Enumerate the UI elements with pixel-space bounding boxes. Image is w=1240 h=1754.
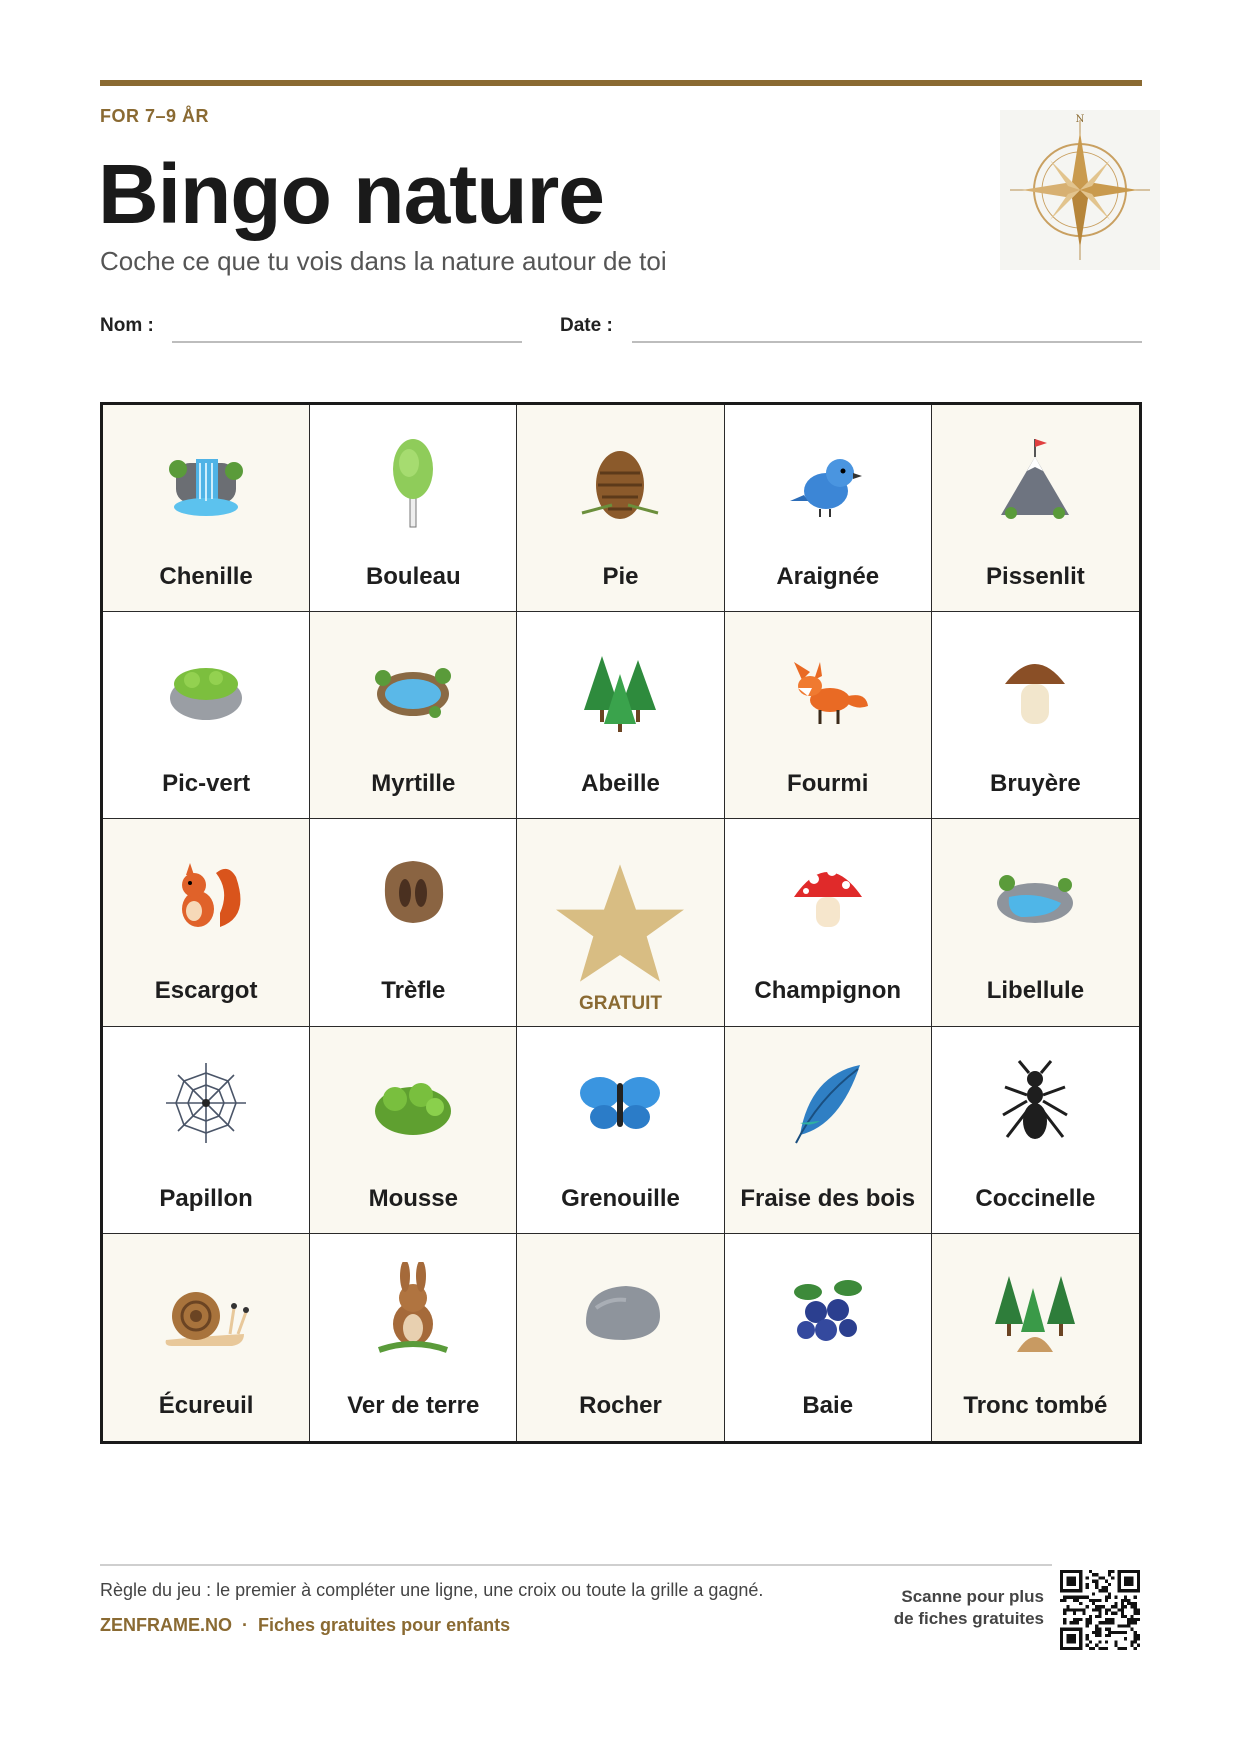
game-rule-text: Règle du jeu : le premier à compléter une ligne, une croix ou toute la grille a gagné.	[100, 1580, 764, 1600]
bingo-cell-label: Pissenlit	[986, 563, 1085, 590]
footer-divider	[100, 1564, 1052, 1566]
forest-path-icon	[987, 1262, 1083, 1358]
porcini-mushroom-icon	[987, 640, 1083, 736]
bingo-cell[interactable]	[517, 819, 724, 1026]
scan-caption	[850, 1586, 1044, 1630]
snail-icon	[158, 1262, 254, 1358]
bingo-cell[interactable]	[932, 1027, 1139, 1234]
rock-icon	[572, 1262, 668, 1358]
qr-code-icon[interactable]	[1060, 1570, 1140, 1650]
bingo-cell-label: Mousse	[368, 1184, 458, 1212]
bingo-cell-label: Abeille	[581, 770, 660, 798]
bingo-cell-label: Myrtille	[371, 770, 456, 798]
bingo-cell-label: Rocher	[579, 1391, 662, 1419]
bingo-cell-label: Champignon	[754, 977, 902, 1005]
bingo-grid	[100, 402, 1142, 1444]
name-label: Nom :	[100, 315, 154, 336]
waterfall-icon	[158, 433, 254, 529]
bingo-cell-label: GRATUIT	[578, 993, 662, 1015]
bingo-cell[interactable]	[310, 612, 517, 819]
blueberries-icon	[780, 1262, 876, 1358]
spider-web-icon	[158, 1055, 254, 1151]
feather-icon	[780, 1055, 876, 1151]
fox-icon	[780, 640, 876, 736]
bingo-cell-label: Araignée	[776, 563, 880, 590]
bingo-cell[interactable]	[103, 1234, 310, 1441]
bingo-cell-label: Tronc tombé	[963, 1391, 1108, 1419]
bingo-cell[interactable]	[725, 612, 932, 819]
footer-brand-line	[100, 1615, 510, 1636]
bingo-cell-label: Bruyère	[990, 770, 1081, 798]
bingo-cell-label: Baie	[802, 1391, 854, 1419]
scan-line-2: de fiches gratuites	[893, 1609, 1044, 1628]
bingo-cell[interactable]	[932, 405, 1139, 612]
bingo-cell[interactable]	[310, 1234, 517, 1441]
age-label: FOR 7–9 ÅR	[100, 106, 210, 126]
bluebird-icon	[780, 433, 876, 529]
scan-line-1: Scanne pour plus	[901, 1587, 1044, 1606]
brand-tagline: Fiches gratuites pour enfants	[258, 1615, 511, 1635]
bingo-cell[interactable]	[932, 819, 1139, 1026]
bingo-cell-label: Fraise des bois	[740, 1184, 916, 1212]
bingo-cell[interactable]	[310, 1027, 517, 1234]
star-icon	[556, 859, 684, 987]
mountain-flag-icon	[987, 433, 1083, 529]
bingo-cell[interactable]	[725, 1234, 932, 1441]
birch-tree-icon	[365, 433, 461, 529]
date-label: Date :	[560, 315, 613, 336]
footprint-icon	[365, 847, 461, 943]
bingo-cell-label: Chenille	[159, 563, 253, 590]
mossy-rock-icon	[158, 640, 254, 736]
bingo-cell-label: Pie	[602, 563, 639, 590]
pond-icon	[365, 640, 461, 736]
bingo-cell[interactable]	[517, 1027, 724, 1234]
squirrel-icon	[158, 847, 254, 943]
bingo-cell-label: Bouleau	[365, 563, 461, 590]
page-subtitle: Coche ce que tu vois dans la nature autour de toi	[100, 246, 667, 276]
bingo-cell[interactable]	[103, 819, 310, 1026]
bingo-cell[interactable]	[310, 819, 517, 1026]
bingo-cell-label: Papillon	[159, 1184, 253, 1212]
bingo-cell-label: Coccinelle	[975, 1184, 1096, 1212]
bingo-cell-label: Grenouille	[561, 1184, 680, 1212]
brand-name: ZENFRAME.NO	[100, 1615, 232, 1635]
bingo-cell[interactable]	[517, 405, 724, 612]
moss-bush-icon	[365, 1055, 461, 1151]
bingo-cell-label: Fourmi	[787, 770, 869, 798]
bingo-cell-label: Écureuil	[158, 1391, 254, 1419]
bingo-cell[interactable]	[932, 612, 1139, 819]
bingo-cell[interactable]	[103, 405, 310, 612]
bingo-cell[interactable]	[517, 1234, 724, 1441]
name-field[interactable]	[172, 341, 522, 343]
bingo-cell[interactable]	[725, 819, 932, 1026]
pine-cone-icon	[572, 433, 668, 529]
bingo-cell-label: Ver de terre	[347, 1391, 480, 1419]
pine-trees-icon	[572, 640, 668, 736]
hare-icon	[365, 1262, 461, 1358]
bingo-cell[interactable]	[725, 1027, 932, 1234]
bingo-cell[interactable]	[103, 612, 310, 819]
compass-north-letter: N	[1075, 114, 1085, 125]
date-field[interactable]	[632, 341, 1142, 343]
fly-agaric-icon	[780, 847, 876, 943]
stream-icon	[987, 847, 1083, 943]
bingo-cell-label: Pic-vert	[162, 770, 251, 798]
bingo-cell[interactable]	[310, 405, 517, 612]
bingo-cell[interactable]	[103, 1027, 310, 1234]
butterfly-icon	[572, 1055, 668, 1151]
bingo-cell[interactable]	[932, 1234, 1139, 1441]
brand-separator: ·	[242, 1615, 249, 1635]
ant-icon	[987, 1055, 1083, 1151]
bingo-cell-label: Libellule	[986, 977, 1085, 1005]
bingo-cell[interactable]	[725, 405, 932, 612]
bingo-cell[interactable]	[517, 612, 724, 819]
bingo-cell-label: Escargot	[154, 977, 258, 1005]
bingo-cell-label: Trèfle	[381, 977, 446, 1005]
compass-rose-icon	[1000, 110, 1160, 270]
top-rule	[100, 80, 1142, 86]
page-title: Bingo nature	[98, 147, 604, 241]
